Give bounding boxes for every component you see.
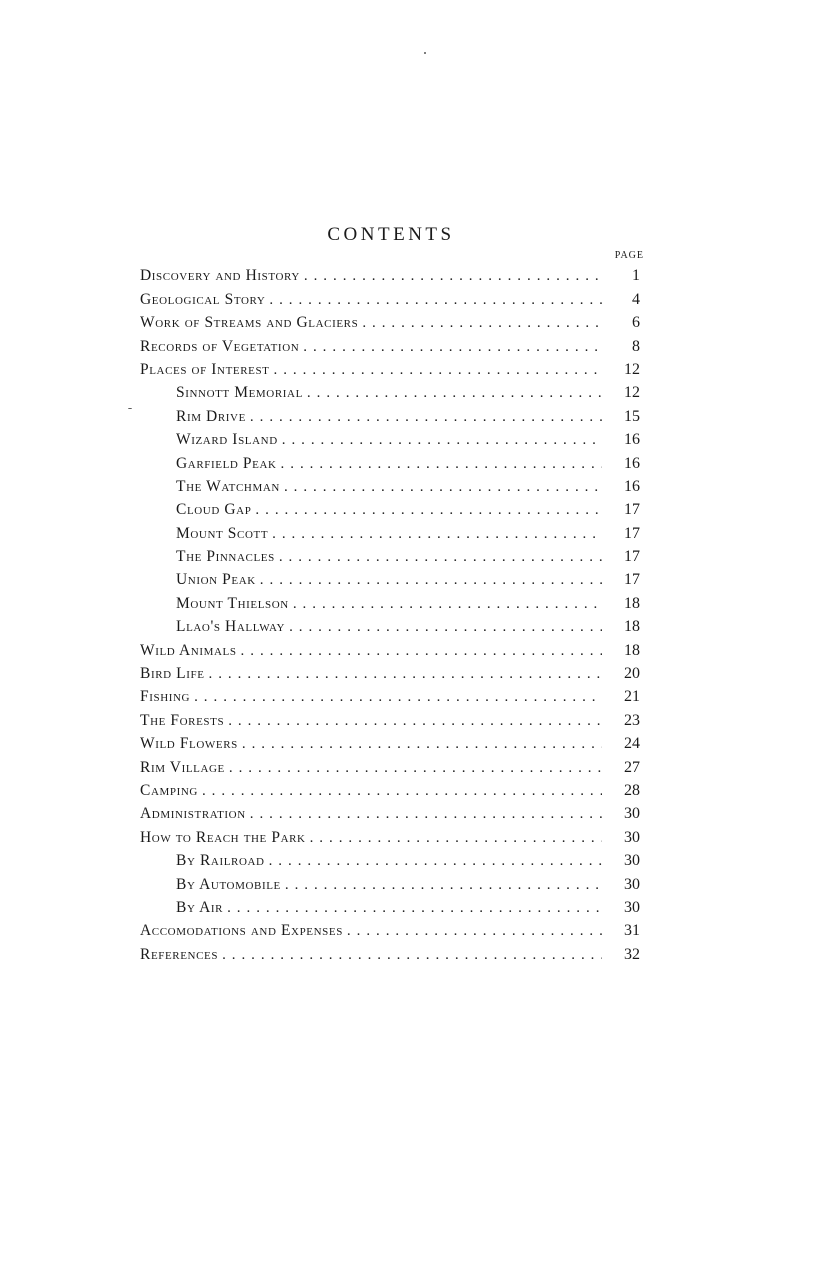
- toc-entry-label: Fishing: [140, 688, 191, 706]
- toc-entry-page-number: 17: [624, 524, 640, 542]
- toc-entry-label: Rim Village: [140, 758, 225, 776]
- toc-entry-page-number: 1: [632, 267, 640, 285]
- toc-entry: [140, 426, 640, 449]
- toc-entry: [140, 660, 640, 683]
- dot-leader: [274, 362, 602, 379]
- toc-entry-title-group: [140, 946, 606, 964]
- toc-entry-title-group: [140, 455, 606, 473]
- dot-leader: [250, 409, 602, 426]
- toc-entry: [140, 379, 640, 402]
- toc-entry-page-number: 31: [624, 922, 640, 940]
- toc-entry: [140, 519, 640, 542]
- print-speck: [424, 52, 426, 54]
- toc-entry-title-group: [140, 291, 606, 309]
- toc-entry: [140, 496, 640, 519]
- toc-entry-title-group: [140, 548, 606, 566]
- toc-entry-title-group: [140, 735, 606, 753]
- toc-entry-title-group: [140, 314, 606, 332]
- dot-leader: [284, 479, 602, 496]
- dot-leader: [255, 502, 602, 519]
- toc-entry-title-group: [140, 571, 606, 589]
- toc-entry-title-group: [140, 759, 606, 777]
- toc-entry-label: Administration: [140, 805, 246, 823]
- toc-entry-title-group: [140, 688, 606, 706]
- toc-entry-label: The Pinnacles: [176, 548, 275, 566]
- toc-entry-title-group: [140, 805, 606, 823]
- dot-leader: [269, 853, 602, 870]
- dot-leader: [222, 947, 602, 964]
- toc-entry-page-number: 16: [624, 477, 640, 495]
- toc-entry-label: Llao's Hallway: [176, 618, 286, 636]
- toc-entry-label: References: [140, 945, 219, 963]
- toc-entry-page-number: 32: [624, 945, 640, 963]
- dot-leader: [209, 666, 602, 683]
- toc-entry-page-number: 30: [624, 805, 640, 823]
- toc-entry-page-number: 18: [624, 594, 640, 612]
- toc-entry-label: Garfield Peak: [176, 454, 277, 472]
- toc-entry-label: Mount Thielson: [176, 594, 289, 612]
- print-speck: [128, 408, 132, 409]
- toc-entry-title-group: [140, 618, 606, 636]
- table-of-contents: [140, 262, 640, 964]
- toc-entry-title-group: [140, 384, 606, 402]
- toc-entry-page-number: 24: [624, 735, 640, 753]
- toc-entry: [140, 332, 640, 355]
- toc-entry-page-number: 30: [624, 898, 640, 916]
- toc-entry-page-number: 6: [632, 314, 640, 332]
- toc-entry: [140, 870, 640, 893]
- toc-entry: [140, 894, 640, 917]
- toc-entry-page-number: 12: [624, 384, 640, 402]
- toc-entry-title-group: [140, 478, 606, 496]
- toc-entry-page-number: 30: [624, 875, 640, 893]
- dot-leader: [229, 760, 602, 777]
- toc-entry-title-group: [140, 665, 606, 683]
- dot-leader: [279, 549, 602, 566]
- toc-entry-label: Accomodations and Expenses: [140, 922, 343, 940]
- toc-entry: [140, 356, 640, 379]
- toc-entry-title-group: [140, 501, 606, 519]
- toc-entry-label: The Forests: [140, 711, 225, 729]
- toc-entry-page-number: 30: [624, 828, 640, 846]
- toc-entry-title-group: [140, 267, 606, 285]
- toc-entry-title-group: [140, 431, 606, 449]
- dot-leader: [227, 900, 602, 917]
- toc-entry-label: Mount Scott: [176, 524, 269, 542]
- toc-entry: [140, 706, 640, 729]
- toc-entry-page-number: 8: [632, 337, 640, 355]
- toc-entry: [140, 800, 640, 823]
- toc-entry: [140, 262, 640, 285]
- toc-entry: [140, 543, 640, 566]
- toc-entry-page-number: 20: [624, 665, 640, 683]
- toc-entry-page-number: 23: [624, 711, 640, 729]
- toc-entry: [140, 402, 640, 425]
- toc-entry: [140, 636, 640, 659]
- dot-leader: [285, 877, 602, 894]
- toc-entry-title-group: [140, 408, 606, 426]
- toc-entry: [140, 589, 640, 612]
- toc-entry-title-group: [140, 899, 606, 917]
- toc-entry-title-group: [140, 338, 606, 356]
- toc-entry: [140, 285, 640, 308]
- dot-leader: [362, 315, 602, 332]
- toc-entry-label: By Railroad: [176, 852, 265, 870]
- dot-leader: [269, 292, 602, 309]
- toc-entry-page-number: 17: [624, 571, 640, 589]
- toc-entry-label: Wild Flowers: [140, 735, 238, 753]
- toc-entry-label: Camping: [140, 781, 198, 799]
- dot-leader: [293, 596, 602, 613]
- toc-entry-page-number: 17: [624, 501, 640, 519]
- toc-entry-label: Wild Animals: [140, 641, 237, 659]
- toc-entry-page-number: 16: [624, 431, 640, 449]
- toc-entry-page-number: 16: [624, 454, 640, 472]
- toc-entry-page-number: 28: [624, 781, 640, 799]
- dot-leader: [242, 736, 602, 753]
- toc-entry-title-group: [140, 361, 606, 379]
- toc-entry-label: How to Reach the Park: [140, 828, 306, 846]
- toc-entry-page-number: 18: [624, 641, 640, 659]
- toc-entry-page-number: 17: [624, 548, 640, 566]
- dot-leader: [281, 456, 602, 473]
- toc-entry-label: Cloud Gap: [176, 501, 252, 519]
- toc-entry-title-group: [140, 782, 606, 800]
- dot-leader: [347, 923, 602, 940]
- toc-entry-label: Union Peak: [176, 571, 256, 589]
- toc-entry: [140, 449, 640, 472]
- toc-entry-page-number: 18: [624, 618, 640, 636]
- toc-entry: [140, 613, 640, 636]
- toc-entry-page-number: 21: [624, 688, 640, 706]
- dot-leader: [310, 830, 602, 847]
- toc-entry-label: Geological Story: [140, 290, 266, 308]
- dot-leader: [307, 385, 602, 402]
- toc-entry: [140, 566, 640, 589]
- toc-entry-label: Records of Vegetation: [140, 337, 300, 355]
- toc-entry-title-group: [140, 876, 606, 894]
- dot-leader: [272, 526, 602, 543]
- dot-leader: [260, 572, 602, 589]
- dot-leader: [289, 619, 602, 636]
- dot-leader: [282, 432, 602, 449]
- toc-entry: [140, 917, 640, 940]
- toc-entry-label: Sinnott Memorial: [176, 384, 303, 402]
- toc-entry-page-number: 30: [624, 852, 640, 870]
- dot-leader: [202, 783, 602, 800]
- toc-entry-title-group: [140, 525, 606, 543]
- toc-entry: [140, 473, 640, 496]
- toc-entry-label: The Watchman: [176, 477, 280, 495]
- toc-entry-label: By Automobile: [176, 875, 281, 893]
- toc-entry-title-group: [140, 829, 606, 847]
- toc-entry-title-group: [140, 595, 606, 613]
- toc-entry-page-number: 15: [624, 407, 640, 425]
- dot-leader: [304, 268, 602, 285]
- dot-leader: [194, 689, 602, 706]
- toc-entry-page-number: 27: [624, 758, 640, 776]
- contents-title: CONTENTS: [327, 224, 455, 245]
- toc-entry-label: Discovery and History: [140, 267, 300, 285]
- toc-entry: [140, 753, 640, 776]
- toc-entry-title-group: [140, 922, 606, 940]
- toc-entry: [140, 309, 640, 332]
- toc-entry-title-group: [140, 712, 606, 730]
- toc-entry-label: By Air: [176, 898, 224, 916]
- toc-entry-page-number: 12: [624, 360, 640, 378]
- page-column-label: PAGE: [614, 250, 644, 261]
- toc-entry: [140, 823, 640, 846]
- toc-entry-title-group: [140, 852, 606, 870]
- toc-entry-page-number: 4: [632, 290, 640, 308]
- toc-entry-title-group: [140, 642, 606, 660]
- dot-leader: [303, 339, 602, 356]
- toc-entry-label: Rim Drive: [176, 407, 246, 425]
- toc-entry-label: Places of Interest: [140, 360, 270, 378]
- toc-entry-label: Wizard Island: [176, 431, 278, 449]
- toc-entry-label: Work of Streams and Glaciers: [140, 314, 359, 332]
- dot-leader: [250, 806, 602, 823]
- dot-leader: [241, 643, 602, 660]
- toc-entry: [140, 847, 640, 870]
- toc-entry: [140, 730, 640, 753]
- toc-entry-label: Bird Life: [140, 665, 205, 683]
- toc-entry: [140, 777, 640, 800]
- toc-entry: [140, 683, 640, 706]
- dot-leader: [228, 713, 602, 730]
- toc-entry: [140, 940, 640, 963]
